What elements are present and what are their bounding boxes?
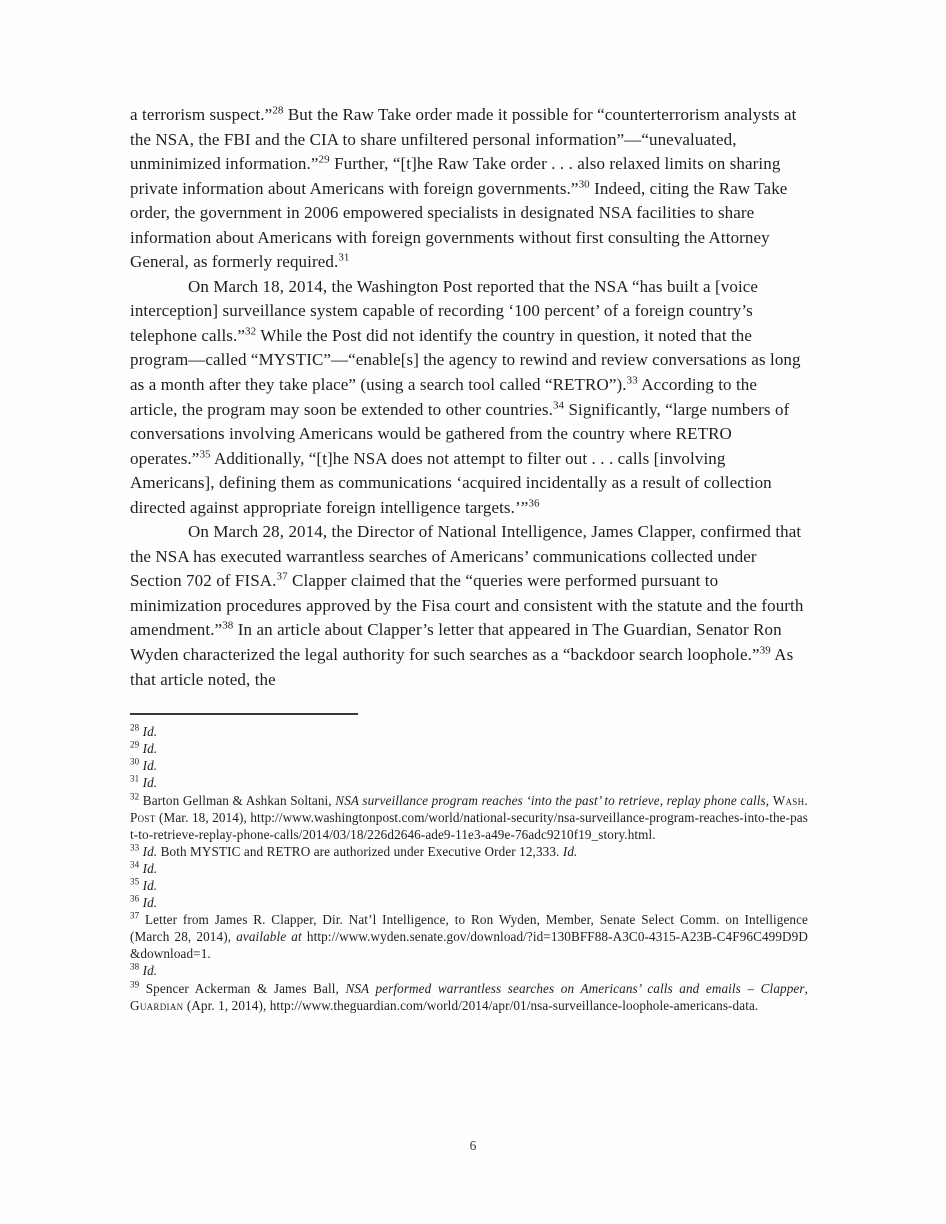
text-run: NSA surveillance program reaches ‘into the past’ to retrieve, replay phone calls xyxy=(335,792,766,808)
text-run: Both MYSTIC and RETRO are authorized under Executive Order 12,333. xyxy=(157,843,563,859)
footnote xyxy=(130,860,808,877)
footnote-number: 28 xyxy=(130,722,140,733)
footnote-ref: 39 xyxy=(759,644,771,657)
footnote-number: 38 xyxy=(130,962,140,973)
text-run: On March 28, 2014, the Director of National Intelligence, James Clapper, confirmed that the NSA has executed warrantless searches of Americans’ communications collected under Section 702 of FISA. xyxy=(130,522,802,591)
text-run: Barton Gellman & Ashkan Soltani, xyxy=(142,792,336,808)
text-run: (Apr. 1, 2014), xyxy=(183,997,270,1013)
text-run: (Mar. 18, 2014), xyxy=(155,809,251,825)
footnote xyxy=(130,911,808,962)
text-run: Id. xyxy=(142,741,158,757)
text-run: Letter from James R. Clapper, Dir. Nat’l Intelligence, to Ron Wyden, Member, Senate Select Comm. on Intelligence (March 28, 2014), xyxy=(130,912,808,945)
text-run: , xyxy=(804,980,808,996)
text-run: http://www.wyden.senate.gov/download/?id=130BFF88-A3C0-4315-A23B-C4F96C499D9D&download=1. xyxy=(130,929,808,962)
footnote-ref: 32 xyxy=(244,325,257,338)
text-run: While the Post did not identify the country in question, it noted that the program—called “MYSTIC”—“enable[s] the agency to rewind and review conversations as long as a month after they take place” (using a search tool called “RETRO”). xyxy=(130,325,801,395)
footnote-ref: 29 xyxy=(318,153,330,166)
text-run: Id. xyxy=(142,963,158,979)
text-run: NSA performed warrantless searches on Americans’ calls and emails – Clapper xyxy=(345,980,805,996)
text-run: Guardian xyxy=(130,997,184,1013)
text-run: Significantly, “large numbers of conversations involving Americans would be gathered from the country where RETRO operates.” xyxy=(130,399,790,468)
text-run: Id. xyxy=(142,843,158,859)
footnote xyxy=(130,774,808,791)
footnote-number: 30 xyxy=(130,756,140,767)
footnote-ref: 37 xyxy=(276,570,288,583)
footnote xyxy=(130,843,808,860)
page-content xyxy=(130,103,808,1014)
body-paragraph xyxy=(130,520,808,692)
footnote-separator xyxy=(130,713,358,715)
footnote xyxy=(130,740,808,757)
footnote-number: 35 xyxy=(130,876,140,887)
footnote-ref: 30 xyxy=(578,177,590,190)
footnote xyxy=(130,792,808,843)
text-run: Id. xyxy=(142,758,158,774)
footnote-ref: 35 xyxy=(199,448,211,460)
text-run: Indeed, citing the Raw Take order, the government in 2006 empowered specialists in designated NSA facilities to share information about Americans with foreign governments without first consulting the Attorney General, as formerly required. xyxy=(130,178,788,272)
text-run: Spencer Ackerman & James Ball, xyxy=(145,980,346,996)
body-paragraph xyxy=(130,103,808,275)
text-run: Id. xyxy=(142,724,158,740)
text-run: , xyxy=(765,792,773,808)
text-run: In an article about Clapper’s letter that appeared in The Guardian, Senator Ron Wyden characterized the legal authority for such searches as a “backdoor search loophole.” xyxy=(130,620,782,665)
footnote-number: 29 xyxy=(130,739,140,750)
footnote-number: 33 xyxy=(130,842,140,853)
text-run: Id. xyxy=(142,877,158,893)
text-run: a terrorism suspect.” xyxy=(130,105,273,124)
footnote-ref: 34 xyxy=(552,398,565,411)
text-run: http://www.washingtonpost.com/world/national-security/nsa-surveillance-program-reaches-into-the-past-to-retrieve-replay-phone-calls/2014/03/18/226d2646-ade9-11e3-a49e-76adc9210f19_story.html. xyxy=(130,809,808,842)
text-run: Id. xyxy=(142,895,158,911)
text-run: http://www.theguardian.com/world/2014/apr/01/nsa-surveillance-loophole-americans-data. xyxy=(269,997,759,1013)
text-run: Wash. Post xyxy=(130,792,809,825)
text-run: But the Raw Take order made it possible for “counterterrorism analysts at the NSA, the FBI and the CIA to share unfiltered personal information”—“unevaluated, unminimized information.” xyxy=(130,105,797,174)
footnote-ref: 36 xyxy=(528,497,540,510)
footnote-number: 37 xyxy=(130,910,140,921)
footnotes-section xyxy=(130,723,808,1014)
footnote-ref: 33 xyxy=(626,374,638,387)
text-run: On March 18, 2014, the Washington Post reported that the NSA “has built a [voice interception] surveillance system capable of recording ‘100 percent’ of a foreign country’s telephone calls.” xyxy=(130,276,759,345)
document-body xyxy=(130,103,808,692)
footnote-ref: 28 xyxy=(272,104,284,117)
footnote xyxy=(130,980,808,1014)
footnote xyxy=(130,723,808,740)
page-number: 6 xyxy=(469,1138,477,1153)
footnote xyxy=(130,757,808,774)
footnote-number: 39 xyxy=(130,979,140,990)
text-run: Id. xyxy=(142,860,158,876)
text-run: available at xyxy=(236,929,302,945)
footnote-number: 32 xyxy=(130,791,140,802)
text-run: According to the article, the program may soon be extended to other countries. xyxy=(130,375,758,419)
text-run: As that article noted, the xyxy=(130,645,794,689)
footnote xyxy=(130,962,808,979)
text-run: Id. xyxy=(142,775,158,791)
body-paragraph xyxy=(130,275,808,520)
footnote-number: 34 xyxy=(130,859,140,870)
text-run: Further, “[t]he Raw Take order . . . also relaxed limits on sharing private information about Americans with foreign governments.” xyxy=(130,154,781,198)
footnote-number: 36 xyxy=(130,893,140,904)
text-run: Id. xyxy=(562,843,578,859)
footnote xyxy=(130,877,808,894)
footnote-number: 31 xyxy=(130,774,140,785)
footnote-ref: 38 xyxy=(222,619,234,632)
footnote-ref: 31 xyxy=(338,251,350,264)
footnote xyxy=(130,894,808,911)
text-run: Clapper claimed that the “queries were performed pursuant to minimization procedures approved by the Fisa court and consistent with the statute and the fourth amendment.” xyxy=(130,571,804,640)
text-run: Additionally, “[t]he NSA does not attempt to filter out . . . calls [involving Americans], defining them as communications ‘acquired incidentally as a result of collection directed against appropriate foreign intelligence targets.’” xyxy=(130,448,772,517)
